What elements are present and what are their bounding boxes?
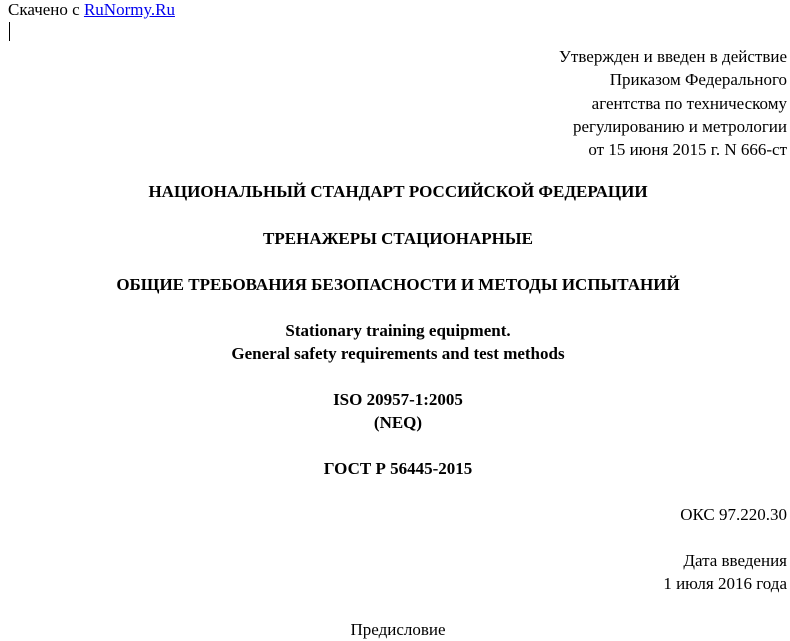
title-en-line-2: General safety requirements and test methods	[231, 344, 565, 363]
title-ru-line-2: ОБЩИЕ ТРЕБОВАНИЯ БЕЗОПАСНОСТИ И МЕТОДЫ ИСПЫТАНИЙ	[116, 275, 680, 294]
approval-line: Приказом Федерального	[609, 70, 787, 90]
neq-marker: (NEQ)	[373, 413, 423, 432]
approval-line: регулированию и метрологии	[572, 116, 787, 136]
source-prefix: Скачено с	[8, 0, 84, 19]
national-standard-heading: НАЦИОНАЛЬНЫЙ СТАНДАРТ РОССИЙСКОЙ ФЕДЕРАЦИИ	[148, 182, 648, 201]
approval-line: от 15 июня 2015 г. N 666-ст	[588, 140, 787, 160]
source-line	[8, 0, 175, 20]
oks-code: ОКС 97.220.30	[680, 505, 787, 524]
text-cursor	[9, 22, 10, 41]
title-ru-line-1: ТРЕНАЖЕРЫ СТАЦИОНАРНЫЕ	[263, 229, 533, 248]
intro-date-value: 1 июля 2016 года	[663, 574, 787, 593]
source-link[interactable]: RuNormy.Ru	[83, 0, 175, 19]
intro-date-label: Дата введения	[683, 551, 787, 570]
approval-block	[559, 45, 787, 161]
foreword-heading: Предисловие	[350, 620, 446, 639]
approval-line: Утвержден и введен в действие	[558, 47, 787, 66]
title-en-line-1: Stationary training equipment.	[285, 321, 511, 340]
iso-reference: ISO 20957-1:2005	[333, 390, 463, 409]
gost-number: ГОСТ Р 56445-2015	[323, 459, 473, 478]
approval-line: агентства по техническому	[591, 93, 787, 113]
